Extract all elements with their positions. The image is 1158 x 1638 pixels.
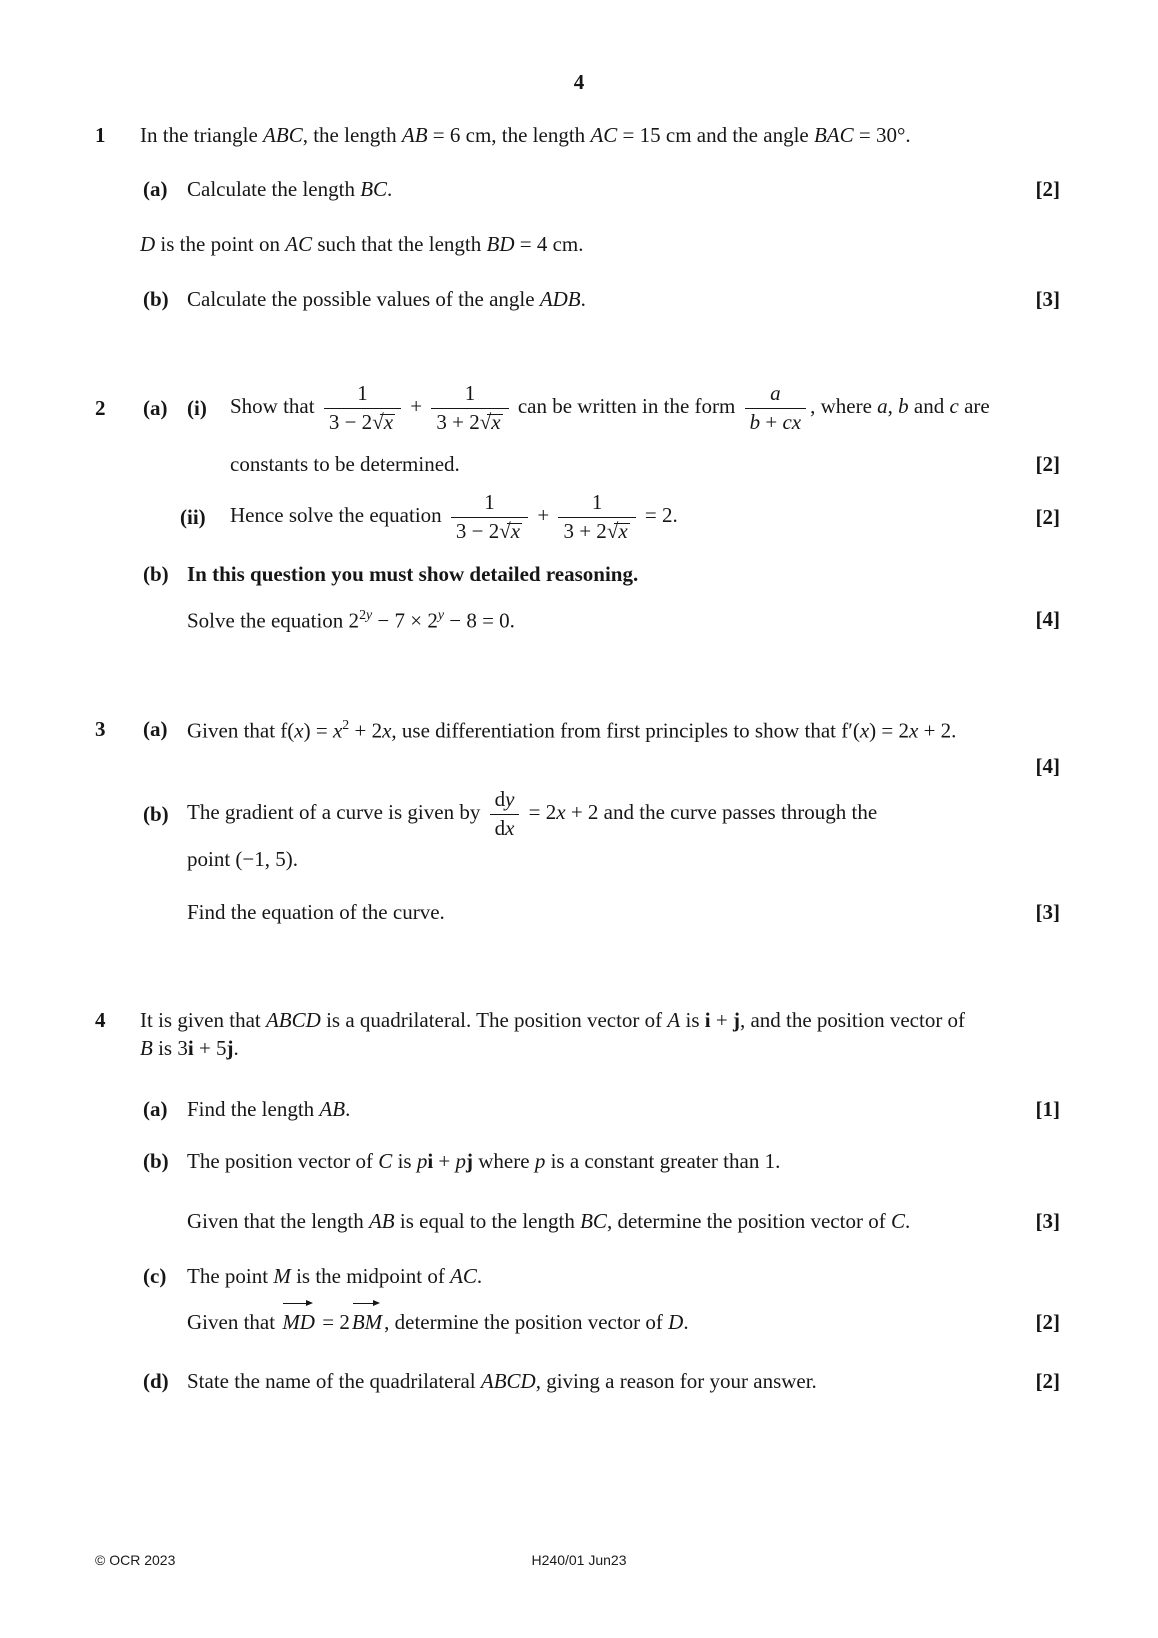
q2aii-row	[95, 488, 1060, 546]
q4b-marks: [3]	[1035, 1209, 1060, 1233]
q4d-marks: [2]	[1035, 1369, 1060, 1393]
q1-intro-row	[95, 122, 1060, 148]
q2aii-text: Hence solve the equation $\frac{1}{3 - 2√x}$ + $\frac{1}{3 + 2√x}$ = 2.	[230, 489, 678, 543]
q1-intro-text: In the triangle ABC, the length AB = 6 cm, the length AC = 15 cm and the angle BAC = 30°.	[140, 123, 911, 147]
q2aii-marks: [2]	[1035, 504, 1060, 529]
q4-intro-line1: It is given that ABCD is a quadrilateral. The position vector of A is i + j, and the position vector of	[140, 1008, 966, 1032]
q1a-text: Calculate the length BC.	[187, 177, 393, 201]
q2ai-label: (i)	[187, 395, 207, 420]
q4b-label: (b)	[143, 1149, 169, 1173]
q3b-find-text: Find the equation of the curve.	[187, 900, 445, 924]
q2b-bold-text: In this question you must show detailed reasoning.	[187, 562, 639, 586]
q4a-row	[95, 1096, 1060, 1122]
q3b-find-row	[95, 899, 1060, 925]
q1-number: 1	[95, 123, 106, 147]
page-footer	[0, 1552, 1158, 1568]
q1b-marks: [3]	[1035, 287, 1060, 311]
q4-number: 4	[95, 1008, 106, 1032]
q4-intro-row1	[95, 1007, 1060, 1033]
q3a-text: Given that $f(x) = x^2 + 2x$, use differentiation from first principles to show that f′(x) = 2x + 2.	[187, 717, 957, 743]
q4a-text: Find the length AB.	[187, 1097, 351, 1121]
q1a-row	[95, 176, 1060, 202]
q4-intro-line2: B is 3i + 5j.	[140, 1036, 239, 1060]
q4c-line2: Given that MD = 2 BM, determine the position vector of D.	[187, 1309, 689, 1335]
q3b-line1: The gradient of a curve is given by $\frac{dy}{dx}$ = 2x + 2 and the curve passes through the	[187, 786, 878, 840]
q4d-text: State the name of the quadrilateral ABCD, giving a reason for your answer.	[187, 1369, 817, 1393]
footer-paper-code: H240/01 Jun23	[531, 1552, 627, 1568]
q3-number: 3	[95, 717, 106, 741]
q2aii-label: (ii)	[180, 504, 206, 529]
q4d-label: (d)	[143, 1369, 169, 1393]
q4c-row2	[95, 1309, 1060, 1335]
q4a-marks: [1]	[1035, 1097, 1060, 1121]
q3b-label: (b)	[143, 801, 169, 826]
q3b-marks: [3]	[1035, 900, 1060, 924]
q4c-row1	[95, 1263, 1060, 1289]
q2ai-text: Show that $\frac{1}{3 - 2√x}$ + $\frac{1}{3 + 2√x}$ can be written in the form $\frac{a}{b + cx}$ , where a, b and c are	[230, 380, 990, 434]
q2ai-cont-text: constants to be determined.	[230, 452, 460, 476]
q1-d-text: D is the point on AC such that the length BD = 4 cm.	[140, 232, 584, 256]
q2ai-marks: [2]	[1035, 452, 1060, 476]
q1a-label: (a)	[143, 177, 168, 201]
q4-intro-row2	[95, 1035, 1060, 1061]
q4c-marks: [2]	[1035, 1310, 1060, 1334]
q2ai-cont-row	[95, 451, 1060, 477]
q2ai-row	[95, 379, 1060, 437]
q4b-row1	[95, 1148, 1060, 1174]
q3a-row	[95, 716, 1060, 744]
q2b-solve-row	[95, 606, 1060, 634]
q4c-line1: The point M is the midpoint of AC.	[187, 1264, 483, 1288]
q4b-row2	[95, 1208, 1060, 1234]
q4b-line2: Given that the length AB is equal to the length BC, determine the position vector of C.	[187, 1209, 911, 1233]
q2-number: 2	[95, 395, 106, 420]
q3a-marks: [4]	[1035, 754, 1060, 778]
q1b-text: Calculate the possible values of the angle ADB.	[187, 287, 586, 311]
q4a-label: (a)	[143, 1097, 168, 1121]
q2b-row	[95, 561, 1060, 587]
footer-copyright: © OCR 2023	[95, 1552, 176, 1568]
q1b-row	[95, 286, 1060, 312]
q4c-label: (c)	[143, 1264, 167, 1288]
q3b-line2: point (−1, 5).	[187, 847, 298, 871]
q1-d-row	[95, 231, 1060, 257]
q3b-row	[95, 785, 1060, 843]
q3b-line2-row	[95, 846, 1060, 872]
q1a-marks: [2]	[1035, 177, 1060, 201]
q4b-line1: The position vector of C is pi + pj where p is a constant greater than 1.	[187, 1149, 781, 1173]
q2b-marks: [4]	[1035, 607, 1060, 631]
q2b-solve-text: Solve the equation $2^{2y} - 7 \times 2^y - 8 = 0$.	[187, 607, 515, 633]
q2b-label: (b)	[143, 562, 169, 586]
q2a-label: (a)	[143, 395, 168, 420]
q3a-label: (a)	[143, 717, 168, 741]
q4d-row	[95, 1368, 1060, 1394]
page-number: 4	[573, 70, 585, 94]
q1b-label: (b)	[143, 287, 169, 311]
